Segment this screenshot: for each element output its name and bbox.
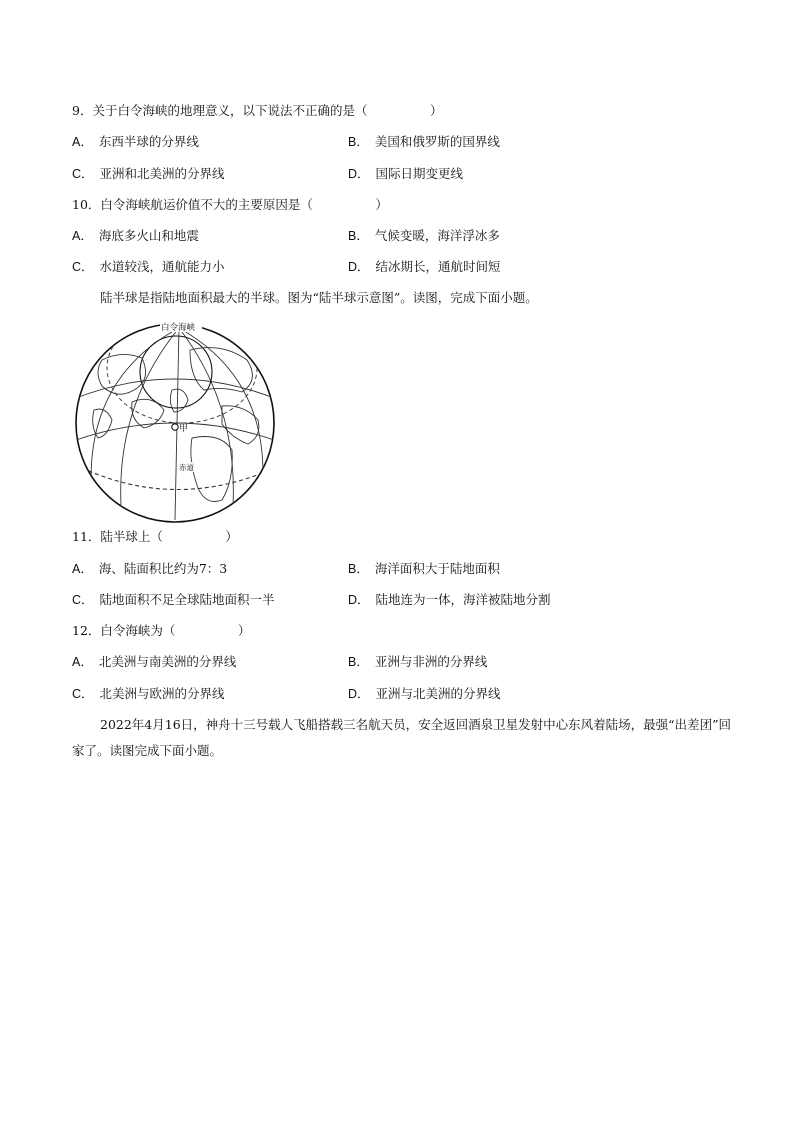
option-letter: A． bbox=[72, 562, 93, 576]
option-letter: D． bbox=[348, 167, 370, 181]
option-letter: A． bbox=[72, 655, 93, 669]
option-letter: B． bbox=[348, 655, 369, 669]
globe-diagram bbox=[72, 320, 278, 524]
option-letter: B． bbox=[348, 229, 369, 243]
intro-shenzhou: 2022年4月16日，神舟十三号载人飞船搭载三名航天员，安全返回酒泉卫星发射中心东风着陆场，最强“出差团”回家了。读图完成下面小题。 bbox=[72, 717, 731, 758]
q11-option-a[interactable] bbox=[72, 560, 227, 578]
q11-option-d[interactable] bbox=[348, 591, 551, 609]
q11-option-b[interactable] bbox=[348, 560, 500, 578]
option-text: 国际日期变更线 bbox=[375, 166, 464, 181]
option-letter: B． bbox=[348, 135, 369, 149]
option-text: 海、陆面积比约为7：3 bbox=[98, 561, 228, 576]
option-text: 北美洲与欧洲的分界线 bbox=[99, 686, 225, 701]
q9-option-d[interactable] bbox=[348, 165, 463, 183]
q12-option-a[interactable] bbox=[72, 653, 236, 671]
option-letter: C． bbox=[72, 687, 94, 701]
label-jia: 甲 bbox=[179, 424, 189, 434]
option-text: 北美洲与南美洲的分界线 bbox=[98, 654, 237, 669]
intro-land-hemisphere: 陆半球是指陆地面积最大的半球。图为“陆半球示意图”。读图，完成下面小题。 bbox=[100, 290, 538, 305]
option-text: 东西半球的分界线 bbox=[98, 134, 199, 149]
option-text: 亚洲与非洲的分界线 bbox=[374, 654, 488, 669]
option-text: 水道较浅，通航能力小 bbox=[99, 259, 225, 274]
option-text: 海洋面积大于陆地面积 bbox=[374, 561, 500, 576]
q12-option-b[interactable] bbox=[348, 653, 487, 671]
option-text: 陆地连为一体，海洋被陆地分割 bbox=[375, 592, 551, 607]
option-letter: D． bbox=[348, 687, 370, 701]
option-letter: B． bbox=[348, 562, 369, 576]
option-letter: D． bbox=[348, 593, 370, 607]
q12-option-d[interactable] bbox=[348, 685, 501, 703]
label-bering-strait: 白令海峡 bbox=[161, 323, 196, 333]
option-letter: D． bbox=[348, 260, 370, 274]
q10-option-d[interactable] bbox=[348, 258, 501, 276]
q10-option-a[interactable] bbox=[72, 227, 199, 245]
option-letter: A． bbox=[72, 135, 93, 149]
q9-option-b[interactable] bbox=[348, 133, 500, 151]
q10-option-c[interactable] bbox=[72, 258, 225, 276]
q9-stem: 9．关于白令海峡的地理意义，以下说法不正确的是（ ） bbox=[72, 103, 443, 118]
option-text: 海底多火山和地震 bbox=[98, 228, 199, 243]
land-hemisphere-figure bbox=[72, 320, 278, 524]
q11-option-c[interactable] bbox=[72, 591, 275, 609]
option-text: 气候变暖，海洋浮冰多 bbox=[374, 228, 500, 243]
option-text: 陆地面积不足全球陆地面积一半 bbox=[99, 592, 275, 607]
option-text: 亚洲和北美洲的分界线 bbox=[99, 166, 225, 181]
label-equator: 赤道 bbox=[179, 463, 194, 472]
option-text: 美国和俄罗斯的国界线 bbox=[374, 134, 500, 149]
option-letter: C． bbox=[72, 167, 94, 181]
option-text: 亚洲与北美洲的分界线 bbox=[375, 686, 501, 701]
option-letter: C． bbox=[72, 593, 94, 607]
q12-stem: 12．白令海峡为（ ） bbox=[72, 623, 251, 638]
option-letter: A． bbox=[72, 229, 93, 243]
q12-option-c[interactable] bbox=[72, 685, 225, 703]
q10-option-b[interactable] bbox=[348, 227, 500, 245]
q9-option-a[interactable] bbox=[72, 133, 199, 151]
q9-option-c[interactable] bbox=[72, 165, 225, 183]
option-letter: C． bbox=[72, 260, 94, 274]
point-jia-marker bbox=[172, 424, 178, 430]
q10-stem: 10．白令海峡航运价值不大的主要原因是（ ） bbox=[72, 197, 388, 212]
option-text: 结冰期长，通航时间短 bbox=[375, 259, 501, 274]
q11-stem: 11．陆半球上（ ） bbox=[72, 529, 238, 544]
